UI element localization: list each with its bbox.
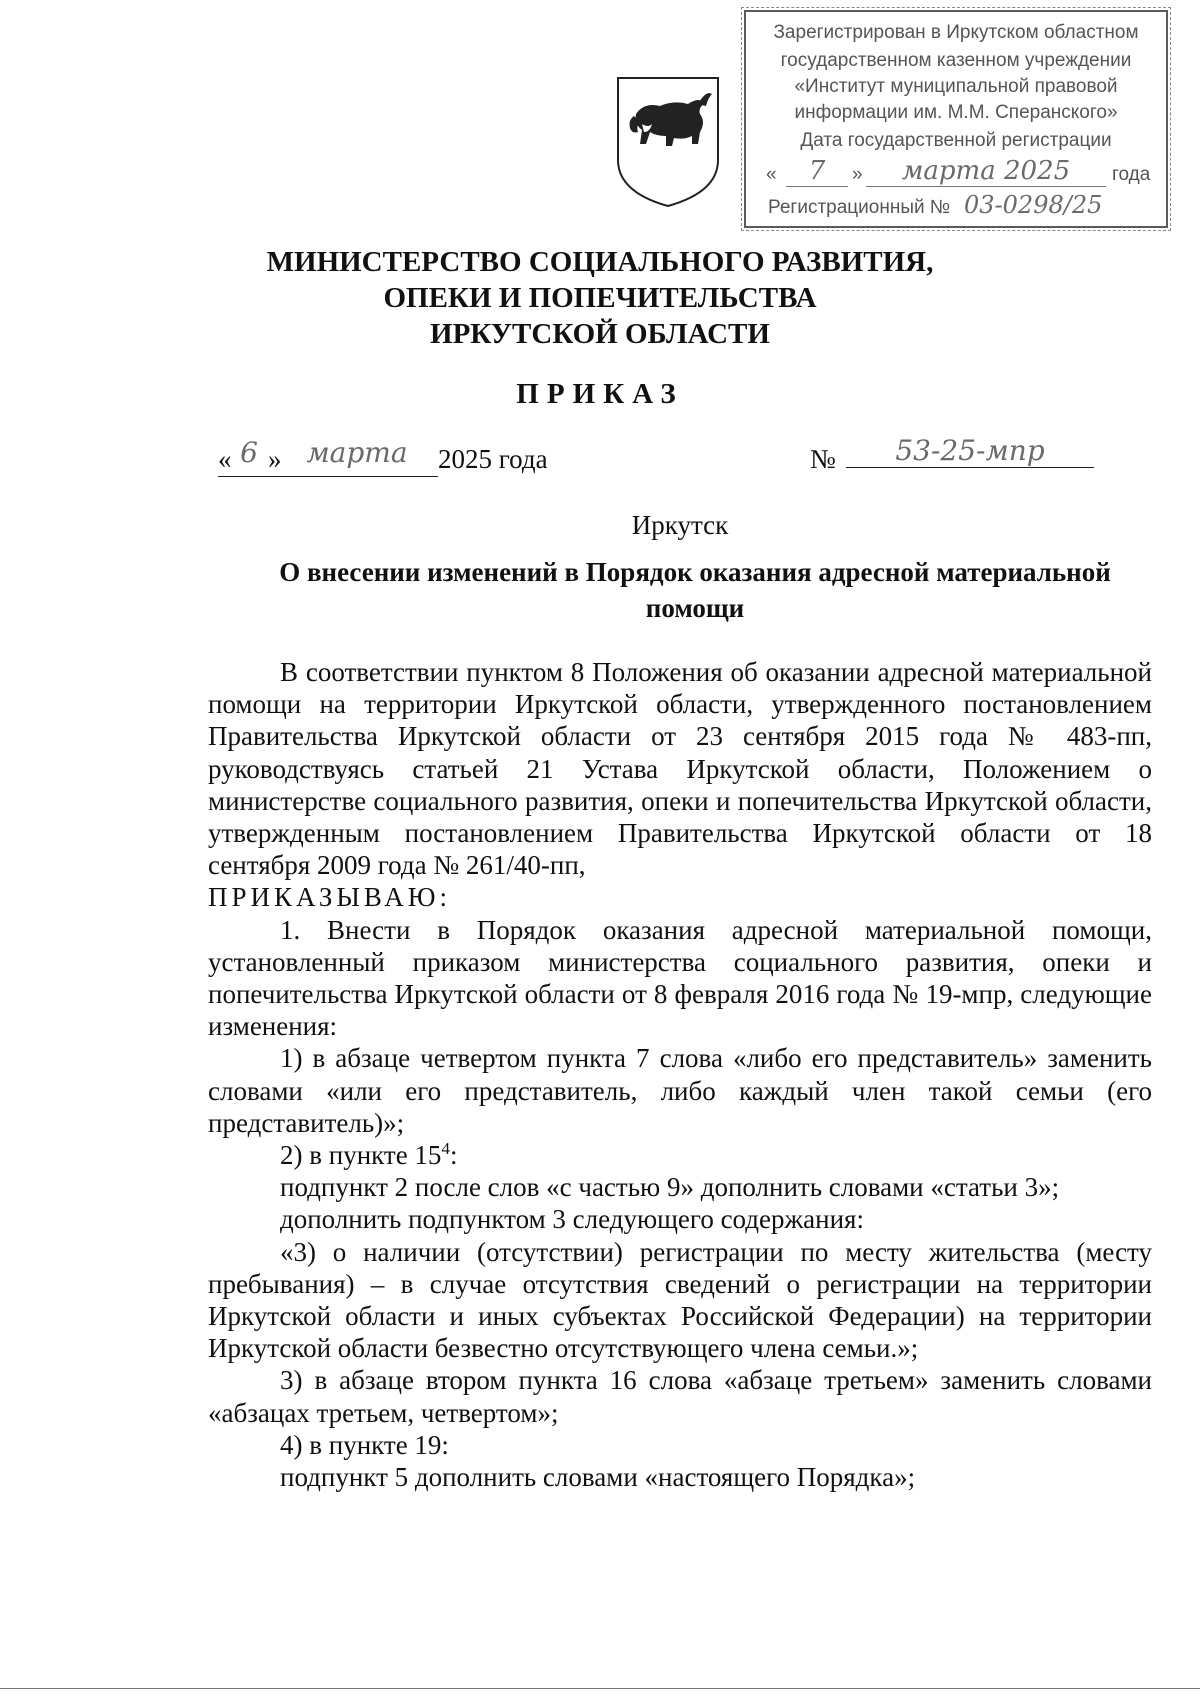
paragraph-text: 2) в пункте 15	[280, 1140, 442, 1171]
stamp-line: государственном казенном учреждении	[780, 50, 1132, 71]
paragraph: подпункт 2 после слов «с частью 9» дополнить словами «статьи 3»;	[280, 1172, 1060, 1203]
stamp-date-quote: «	[766, 164, 777, 185]
coat-of-arms-icon	[614, 74, 722, 210]
stamp-reg-number: 03-0298/25	[964, 191, 1103, 219]
stamp-registration-number	[768, 191, 1158, 223]
date-underline	[218, 476, 438, 477]
stamp-line: информации им. М.М. Сперанского»	[794, 102, 1118, 123]
order-year: 2025 года	[438, 444, 548, 474]
paragraph: 1. Внести в Порядок оказания адресной материальной помощи, установленный приказом министерства социального развития, опеки и попечительства Иркутской области от 8 февраля 2016 года № 19-мпр, следующие изменения:	[208, 914, 1152, 1042]
city: Иркутск	[631, 510, 729, 540]
stamp-date-day: 7	[786, 156, 848, 187]
stamp-date-suffix: года	[1112, 164, 1151, 185]
order-date	[218, 436, 578, 480]
subject-line: О внесении изменений в Порядок оказания адресной материальной	[279, 557, 1111, 587]
order-day: 6	[240, 436, 258, 469]
order-month: марта	[306, 436, 408, 469]
paragraph-text: :	[449, 1140, 458, 1171]
paragraph: «3) о наличии (отсутствии) регистрации по месту жительства (месту пребывания) – в случае отсутствия сведений о регистрации на территории Иркутской области и иных субъектах Российской Федерации) на территории Иркутской области безвестно отсутствующего члена семьи.»;	[208, 1236, 1152, 1364]
stamp-date-quote: »	[852, 164, 863, 185]
paragraph: 4) в пункте 19:	[280, 1429, 449, 1460]
paragraph: дополнить подпунктом 3 следующего содержания:	[280, 1204, 864, 1235]
stamp-line: Дата государственной регистрации	[800, 130, 1112, 151]
stamp-registration-date	[766, 158, 1156, 190]
ministry-line: ИРКУТСКОЙ ОБЛАСТИ	[430, 318, 770, 350]
order-title: ПРИКАЗ	[516, 378, 684, 410]
paragraph: 3) в абзаце втором пункта 16 слова «абзаце третьем» заменить словами «абзацах третьем, четвертом»;	[208, 1365, 1152, 1428]
superscript: 4	[441, 1139, 450, 1159]
subject-line: помощи	[645, 593, 745, 623]
paragraph: 1) в абзаце четвертом пункта 7 слова «либо его представитель» заменить словами «или его представитель, либо каждый член такой семьи (его представитель)»;	[208, 1043, 1152, 1138]
paragraph	[208, 1139, 1152, 1171]
number-sign: №	[810, 444, 836, 474]
registration-stamp	[744, 10, 1168, 228]
paragraph-order-word: ПРИКАЗЫВАЮ:	[208, 882, 451, 913]
order-number	[810, 434, 1110, 480]
ministry-line: МИНИСТЕРСТВО СОЦИАЛЬНОГО РАЗВИТИЯ,	[266, 246, 934, 278]
stamp-reg-label: Регистрационный №	[768, 197, 951, 218]
stamp-line: «Институт муниципальной правовой	[794, 76, 1118, 97]
stamp-date-month-year: марта 2025	[866, 156, 1106, 187]
document-body	[208, 656, 1152, 1493]
paragraph: подпункт 5 дополнить словами «настоящего Порядка»;	[280, 1462, 916, 1493]
order-number-value: 53-25-мпр	[846, 434, 1094, 468]
stamp-line: Зарегистрирован в Иркутском областном	[773, 22, 1139, 43]
date-quote: »	[268, 444, 282, 474]
ministry-line: ОПЕКИ И ПОПЕЧИТЕЛЬСТВА	[383, 282, 817, 314]
paragraph: В соответствии пунктом 8 Положения об оказании адресной материальной помощи на территории Иркутской области, утвержденного постановлением Правительства Иркутской области от 23 сентября 2015 года № 483-пп, руководствуясь статьей 21 Устава Иркутской области, Положением о министерстве социального развития, опеки и попечительства Иркутской области, утвержденным постановлением Правительства Иркутской области от 18 сентября 2009 года № 261/40-пп,	[208, 657, 1152, 881]
date-quote: «	[218, 444, 232, 474]
ministry-name	[0, 244, 1200, 352]
order-subject	[250, 554, 1140, 626]
page-bottom-line	[0, 1688, 1200, 1689]
